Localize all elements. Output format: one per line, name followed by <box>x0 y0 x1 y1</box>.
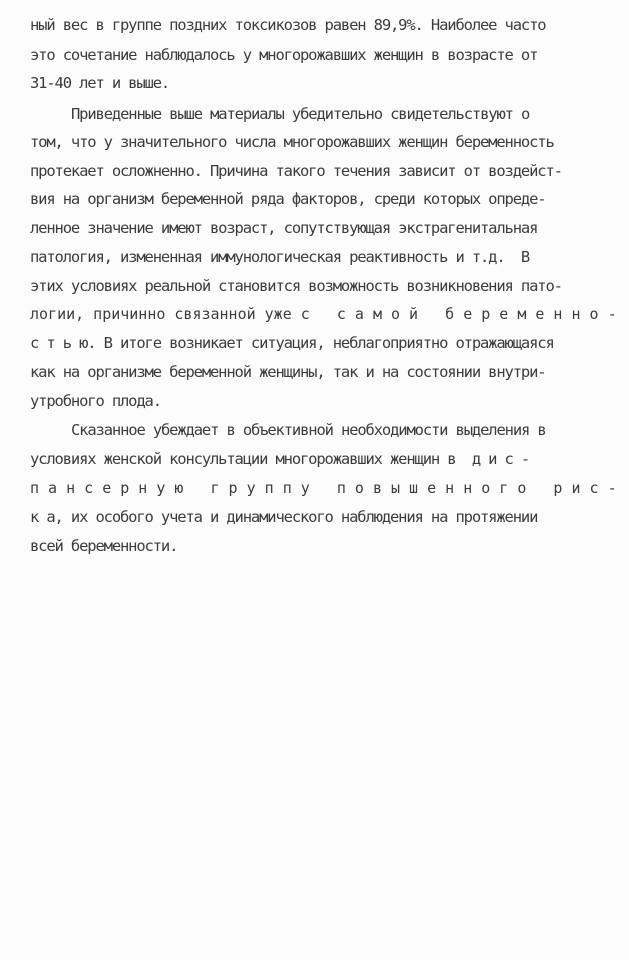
paragraph-start-line: Сказанное убеждает в объективной необходимости выделения в <box>71 421 546 439</box>
text-line: ный вес в группе поздних токсикозов равен 89,9%. Наиболее часто <box>30 16 546 34</box>
text-line: как на организме беременной женщины, так и на состоянии внутри- <box>30 363 546 381</box>
text-line: патология, измененная иммунологическая реактивность и т.д. В <box>30 248 530 266</box>
text-line: к а, их особого учета и динамического наблюдения на протяжении <box>30 508 538 526</box>
text-line: п а н с е р н у ю г р у п п у п о в ы ш е н н о г о р и с - <box>30 479 617 497</box>
text-line: этих условиях реальной становится возможность возникновения пато- <box>30 277 562 295</box>
text-line: с т ь ю. В итоге возникает ситуация, неблагоприятно отражающаяся <box>30 334 554 352</box>
text-line: всей беременности. <box>30 537 178 555</box>
text-line: 31-40 лет и выше. <box>30 74 170 92</box>
text-line: утробного плода. <box>30 392 161 410</box>
text-line: это сочетание наблюдалось у многорожавших женщин в возрасте от <box>30 46 538 64</box>
text-line: том, что у значительного числа многорожавших женщин беременность <box>30 133 554 151</box>
text-line: протекает осложненно. Причина такого течения зависит от воздейст- <box>30 162 562 180</box>
text-line: вия на организм беременной ряда факторов, среди которых опреде- <box>30 190 546 208</box>
paragraph-start-line: Приведенные выше материалы убедительно свидетельствуют о <box>71 105 530 123</box>
text-line: логии, причинно связанной уже с с а м о й б е р е м е н н о - <box>30 305 617 323</box>
text-line: условиях женской консультации многорожавших женщин в д и с - <box>30 450 530 468</box>
text-line: ленное значение имеют возраст, сопутствующая экстрагенитальная <box>30 219 538 237</box>
